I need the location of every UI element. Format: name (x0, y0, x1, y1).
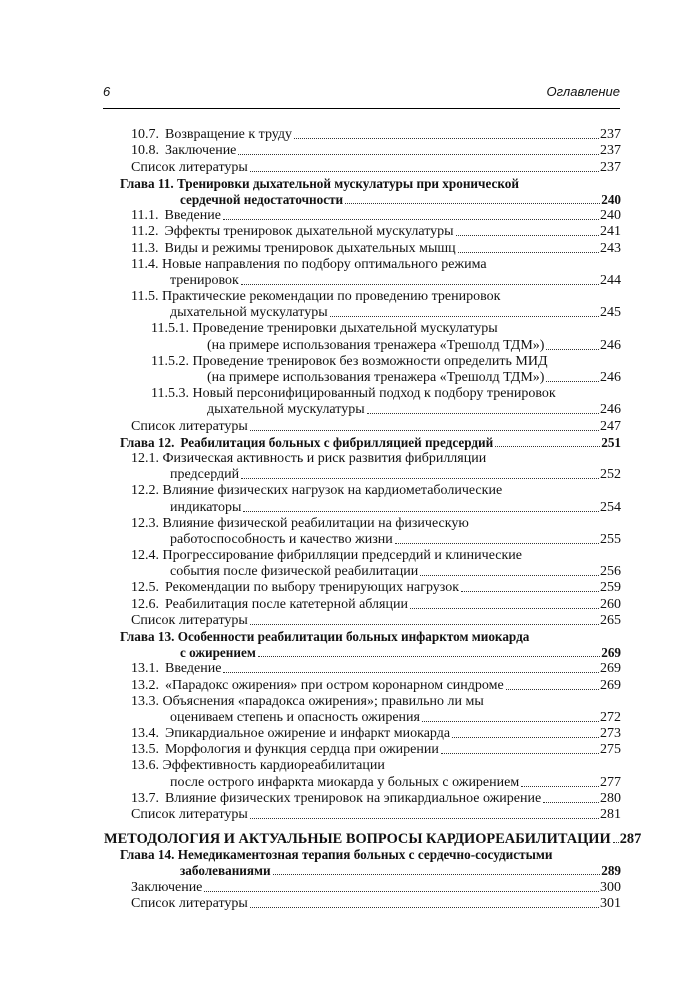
entry-number: 11.2. (131, 224, 159, 240)
entry-title-continued: после острого инфаркта миокарда у больных с ожирением (170, 774, 520, 790)
entry-number: 13.4. (131, 726, 159, 742)
dot-leader (241, 478, 599, 479)
toc-entry[interactable] (0, 240, 700, 256)
dot-leader (250, 624, 599, 625)
entry-title-continued: тренировок (170, 272, 239, 288)
entry-number: 12.1. (131, 450, 163, 466)
page-ref: 273 (600, 726, 621, 742)
entry-number: 13.6. (131, 758, 163, 774)
dot-leader (546, 381, 599, 382)
page-ref: 275 (600, 742, 621, 758)
entry-title: Проведение тренировок без возможности определить МИД (192, 353, 548, 369)
entry-title: Физическая активность и риск развития фибрилляции (162, 450, 487, 466)
entry-title: Заключение (165, 143, 237, 159)
entry-title: Тренировки дыхательной мускулатуры при хронической (176, 175, 519, 191)
dot-leader (223, 219, 599, 220)
entry-number: Глава 11. (120, 175, 177, 191)
entry-title-continued: (на примере использования тренажера «Трешолд ТДМ») (207, 370, 545, 385)
entry-title: Виды и режимы тренировок дыхательных мышц (164, 240, 456, 256)
dot-leader (294, 138, 599, 139)
toc-entry[interactable] (0, 516, 700, 548)
entry-title: Реабилитация после катетерной абляции (165, 596, 408, 612)
entry-title: Проведение тренировки дыхательной мускулатуры (192, 321, 498, 337)
entry-title: Влияние физических тренировок на эпикардиальное ожирение (165, 790, 542, 806)
header-rule (103, 108, 620, 109)
running-header (103, 84, 620, 104)
dot-leader (250, 430, 599, 431)
page-ref: 237 (600, 143, 621, 159)
dot-leader (273, 874, 601, 875)
entry-number: 13.3. (131, 693, 163, 709)
toc-entry[interactable] (0, 896, 700, 912)
entry-title-continued: индикаторы (170, 499, 242, 515)
toc-entry[interactable] (0, 807, 700, 823)
entry-title-continued: дыхательной мускулатуры (207, 402, 365, 418)
entry-title: Введение (164, 208, 221, 224)
toc-entry[interactable] (0, 613, 700, 629)
entry-number: Глава 14. (120, 847, 178, 863)
entry-number: 11.5.1. (151, 321, 193, 337)
entry-title-continued: дыхательной мускулатуры (170, 305, 328, 321)
dot-leader (546, 349, 599, 350)
toc-entry[interactable] (0, 742, 700, 758)
page-ref: 289 (601, 863, 621, 879)
dot-leader (238, 154, 599, 155)
page-ref: 277 (600, 774, 621, 790)
entry-number: 12.3. (131, 515, 163, 531)
dot-leader (543, 802, 599, 803)
entry-number: 10.7. (131, 127, 159, 143)
entry-title: Практические рекомендации по проведению тренировок (161, 288, 501, 304)
page-ref: 247 (600, 418, 621, 434)
page-ref: 252 (600, 467, 621, 483)
page-ref: 280 (600, 790, 621, 806)
page-ref: 237 (600, 159, 621, 175)
dot-leader (495, 446, 600, 447)
dot-leader (422, 721, 599, 722)
entry-number: 10.8. (131, 143, 159, 159)
toc-entry[interactable] (0, 548, 700, 580)
dot-leader (223, 672, 599, 673)
toc-chapter[interactable] (0, 847, 700, 879)
dot-leader (250, 171, 599, 172)
entry-title: Эффективность кардиореабилитации (162, 758, 385, 774)
page-ref: 287 (619, 831, 642, 848)
entry-number: 12.2. (131, 483, 163, 499)
entry-title: Эпикардиальное ожирение и инфаркт миокарда (165, 726, 451, 742)
page-ref: 245 (600, 305, 621, 321)
page-ref: 269 (600, 677, 621, 693)
entry-number: Глава 13. (120, 628, 178, 644)
entry-title: Прогрессирование фибрилляции предсердий и клинические (162, 547, 522, 563)
toc-section[interactable] (0, 827, 700, 847)
page-ref: 237 (600, 127, 621, 143)
dot-leader (613, 842, 619, 843)
page-ref: 272 (600, 709, 621, 725)
dot-leader (420, 575, 599, 576)
page-ref: 246 (600, 370, 621, 385)
entry-title: Морфология и функция сердца при ожирении (165, 742, 439, 758)
running-title: Оглавление (546, 84, 620, 99)
page-ref: 240 (600, 208, 621, 224)
dot-leader (441, 753, 599, 754)
entry-title: Список литературы (131, 159, 248, 175)
toc-entry[interactable] (0, 127, 700, 143)
entry-title: Эффекты тренировок дыхательной мускулатуры (164, 224, 454, 240)
entry-title-continued: сердечной недостаточности (180, 191, 344, 207)
toc-entry[interactable] (0, 661, 700, 677)
toc-entry[interactable] (0, 208, 700, 224)
entry-title-continued: заболеваниями (180, 863, 271, 879)
entry-title-continued: с ожирением (180, 645, 256, 661)
page-number: 6 (103, 84, 111, 99)
entry-title: «Парадокс ожирения» при остром коронарном синдроме (165, 677, 504, 693)
toc-entry[interactable] (0, 451, 700, 483)
entry-number: 11.3. (131, 240, 159, 256)
dot-leader (461, 591, 599, 592)
toc-entry[interactable] (0, 694, 700, 726)
toc-entry[interactable] (0, 143, 700, 159)
entry-title-continued: предсердий (170, 467, 240, 483)
toc-entry[interactable] (0, 483, 700, 515)
dot-leader (243, 511, 599, 512)
page-ref: 246 (600, 402, 621, 418)
entry-title: Новый персонифицированный подход к подбору тренировок (192, 386, 556, 401)
toc-entry[interactable] (0, 758, 700, 790)
page-ref: 243 (600, 240, 621, 256)
toc-entry[interactable] (0, 879, 700, 895)
entry-number: 13.5. (131, 742, 159, 758)
entry-title: Влияние физических нагрузок на кардиометаболические (162, 483, 503, 499)
toc-entry[interactable] (0, 321, 700, 353)
dot-leader (258, 656, 600, 657)
entry-title: Новые направления по подбору оптимального режима (161, 256, 487, 272)
page-ref: 260 (600, 596, 621, 612)
dot-leader (458, 252, 599, 253)
entry-title: Немедикаментозная терапия больных с сердечно-сосудистыми (177, 847, 553, 863)
toc-entry[interactable] (0, 386, 700, 418)
toc-entry[interactable] (0, 791, 700, 807)
dot-leader (521, 786, 599, 787)
entry-title: Заключение (131, 879, 203, 895)
entry-title-continued: события после физической реабилитации (170, 564, 419, 580)
page-ref: 255 (600, 531, 621, 547)
toc-entry[interactable] (0, 677, 700, 693)
table-of-contents (0, 127, 700, 912)
entry-title: Реабилитация больных с фибрилляцией предсердий (180, 434, 494, 450)
dot-leader (204, 891, 599, 892)
page-ref: 269 (600, 661, 621, 677)
entry-number: Глава 12. (120, 434, 175, 450)
entry-number: 13.2. (131, 677, 159, 693)
page-ref: 301 (600, 895, 621, 911)
toc-entry[interactable] (0, 418, 700, 434)
entry-number: 12.5. (131, 580, 159, 596)
toc-chapter[interactable] (0, 176, 700, 208)
entry-title: МЕТОДОЛОГИЯ И АКТУАЛЬНЫЕ ВОПРОСЫ КАРДИОРЕАБИЛИТАЦИИ (104, 831, 611, 848)
entry-title: Возвращение к труду (165, 127, 293, 143)
page-ref: 254 (600, 499, 621, 515)
dot-leader (330, 316, 599, 317)
entry-title-continued: оцениваем степень и опасность ожирения (170, 709, 420, 725)
page-ref: 300 (600, 879, 621, 895)
entry-title: Особенности реабилитации больных инфарктом миокарда (177, 628, 530, 644)
toc-entry[interactable] (0, 580, 700, 596)
entry-number: 12.4. (131, 547, 163, 563)
toc-entry[interactable] (0, 257, 700, 289)
page-ref: 265 (600, 612, 621, 628)
page-ref: 241 (600, 224, 621, 240)
entry-title-continued: работоспособность и качество жизни (170, 531, 393, 547)
page-ref: 240 (601, 191, 621, 207)
page-ref: 281 (600, 807, 621, 823)
entry-title: Список литературы (131, 612, 248, 628)
entry-number: 12.6. (131, 596, 159, 612)
entry-number: 13.1. (131, 661, 159, 677)
dot-leader (506, 689, 599, 690)
entry-title: Объяснения «парадокса ожирения»; правильно ли мы (162, 693, 484, 709)
dot-leader (250, 818, 599, 819)
entry-title: Рекомендации по выбору тренирующих нагрузок (165, 580, 460, 596)
page-ref: 246 (600, 337, 621, 353)
dot-leader (395, 543, 599, 544)
entry-title-continued: (на примере использования тренажера «Трешолд ТДМ») (207, 337, 545, 353)
entry-title: Влияние физической реабилитации на физическую (162, 515, 469, 531)
dot-leader (241, 284, 599, 285)
page-ref: 251 (601, 434, 621, 450)
toc-entry[interactable] (0, 224, 700, 240)
entry-title: Список литературы (131, 895, 248, 911)
entry-title: Список литературы (131, 418, 248, 434)
entry-number: 13.7. (131, 790, 159, 806)
entry-title: Введение (165, 661, 222, 677)
toc-entry[interactable] (0, 159, 700, 175)
entry-number: 11.5. (131, 288, 162, 304)
toc-chapter[interactable] (0, 435, 700, 451)
page-ref: 259 (600, 580, 621, 596)
dot-leader (367, 413, 599, 414)
toc-entry[interactable] (0, 596, 700, 612)
entry-number: 11.1. (131, 208, 159, 224)
toc-entry[interactable] (0, 726, 700, 742)
page-ref: 256 (600, 564, 621, 580)
dot-leader (456, 235, 599, 236)
dot-leader (452, 737, 599, 738)
toc-entry[interactable] (0, 289, 700, 321)
page-ref: 244 (600, 272, 621, 288)
dot-leader (345, 203, 600, 204)
page-ref: 269 (601, 645, 621, 661)
toc-entry[interactable] (0, 354, 700, 386)
dot-leader (250, 907, 599, 908)
dot-leader (410, 608, 599, 609)
entry-number: 11.5.3. (151, 386, 193, 401)
entry-number: 11.5.2. (151, 353, 193, 369)
toc-chapter[interactable] (0, 629, 700, 661)
entry-number: 11.4. (131, 256, 162, 272)
entry-title: Список литературы (131, 807, 248, 823)
